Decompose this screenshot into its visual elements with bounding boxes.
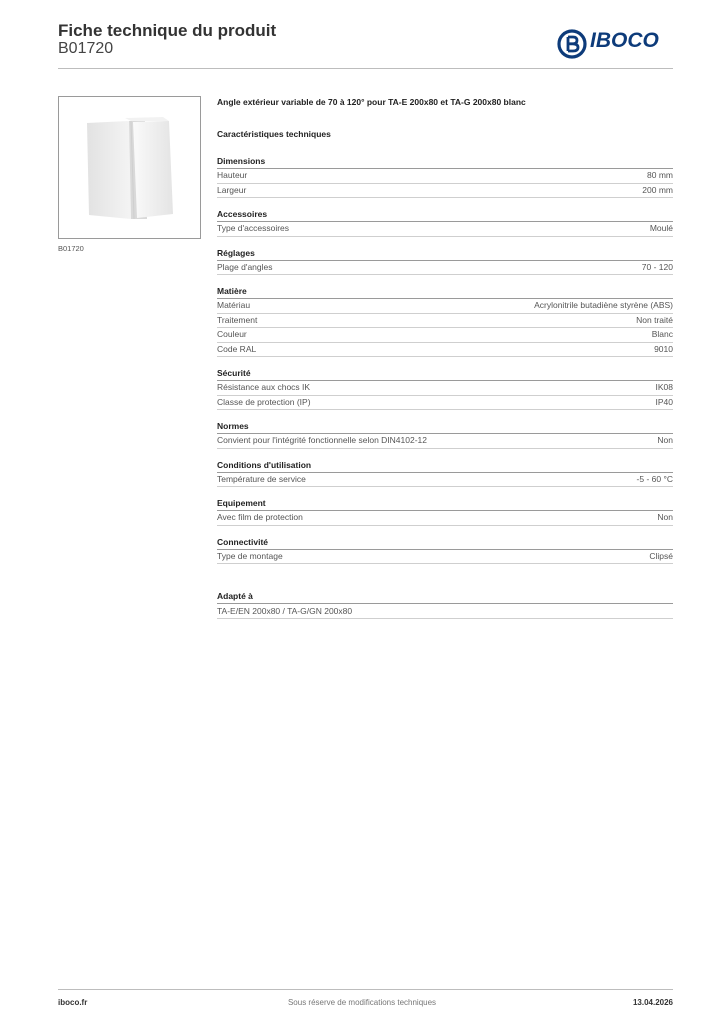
spec-group-conditions (217, 459, 673, 488)
spec-row (217, 550, 673, 565)
spec-value: 80 mm (647, 170, 673, 180)
group-title: Réglages (217, 247, 673, 261)
adapted-title: Adapté à (217, 590, 673, 604)
spec-label: Matériau (217, 300, 251, 310)
spec-group-normes (217, 420, 673, 449)
spec-row (217, 434, 673, 449)
footer-note: Sous réserve de modifications techniques (287, 998, 437, 1007)
spec-row (217, 299, 673, 314)
spec-content (217, 96, 673, 564)
spec-label: Couleur (217, 329, 247, 339)
footer-divider (58, 989, 673, 990)
spec-value: IK08 (655, 382, 673, 392)
tech-section-title: Caractéristiques techniques (217, 129, 331, 139)
footer-website-link[interactable]: iboco.fr (58, 998, 88, 1007)
spec-label: Convient pour l'intégrité fonctionnelle selon DIN4102-12 (217, 435, 428, 445)
spec-value: -5 - 60 °C (636, 473, 673, 484)
spec-value: Blanc (651, 329, 673, 339)
spec-group-equipement (217, 497, 673, 526)
spec-row (217, 328, 673, 343)
brand-logo-text: IBOCO (590, 29, 659, 52)
spec-row (217, 222, 673, 237)
spec-value: Acrylonitrile butadiène styrène (ABS) (534, 300, 673, 310)
product-image (58, 96, 201, 239)
spec-value: Non traité (636, 314, 673, 325)
spec-label: Code RAL (217, 343, 257, 354)
spec-label: Type d'accessoires (217, 223, 290, 233)
spec-group-matiere (217, 285, 673, 357)
spec-group-connectivite (217, 536, 673, 565)
spec-group-dimensions (217, 155, 673, 198)
spec-label: Type de montage (217, 550, 283, 561)
spec-value: Non (657, 512, 673, 522)
adapted-value: TA-E/EN 200x80 / TA-G/GN 200x80 (217, 604, 673, 619)
brand-logo-icon (557, 29, 587, 59)
product-code: B01720 (58, 40, 114, 57)
spec-value: Non (657, 435, 673, 445)
spec-label: Avec film de protection (217, 512, 303, 522)
spec-value: 70 - 120 (641, 261, 673, 272)
page-title: Fiche technique du produit (58, 21, 277, 40)
spec-label: Température de service (217, 473, 306, 484)
spec-value: IP40 (655, 396, 673, 407)
spec-label: Résistance aux chocs IK (217, 382, 311, 392)
spec-row (217, 261, 673, 276)
spec-label: Classe de protection (IP) (217, 396, 311, 407)
group-title: Sécurité (217, 367, 673, 381)
spec-row (217, 343, 673, 358)
spec-label: Largeur (217, 184, 247, 195)
spec-value: Clipsé (649, 550, 673, 561)
spec-group-securite (217, 367, 673, 410)
spec-row (217, 473, 673, 488)
spec-row (217, 511, 673, 526)
product-title: Angle extérieur variable de 70 à 120° pour TA-E 200x80 et TA-G 200x80 blanc (217, 97, 526, 107)
spec-label: Hauteur (217, 170, 248, 180)
group-title: Accessoires (217, 208, 673, 222)
spec-row (217, 169, 673, 184)
adapted-section (217, 590, 673, 619)
spec-row (217, 314, 673, 329)
image-caption: B01720 (58, 244, 84, 253)
group-title: Dimensions (217, 155, 673, 169)
group-title: Normes (217, 420, 673, 434)
group-title: Matière (217, 285, 673, 299)
header-divider (58, 68, 673, 69)
brand-logo (557, 28, 673, 60)
spec-value: 200 mm (642, 184, 673, 195)
spec-row (217, 396, 673, 411)
spec-value: 9010 (654, 343, 673, 354)
spec-row (217, 184, 673, 199)
spec-value: Moulé (649, 223, 673, 233)
group-title: Conditions d'utilisation (217, 459, 673, 473)
product-image-drawing (59, 97, 200, 238)
spec-label: Plage d'angles (217, 261, 273, 272)
spec-group-reglages (217, 247, 673, 276)
spec-label: Traitement (217, 314, 258, 325)
spec-group-accessoires (217, 208, 673, 237)
spec-row (217, 381, 673, 396)
footer-date: 13.04.2026 (632, 998, 673, 1007)
group-title: Equipement (217, 497, 673, 511)
group-title: Connectivité (217, 536, 673, 550)
